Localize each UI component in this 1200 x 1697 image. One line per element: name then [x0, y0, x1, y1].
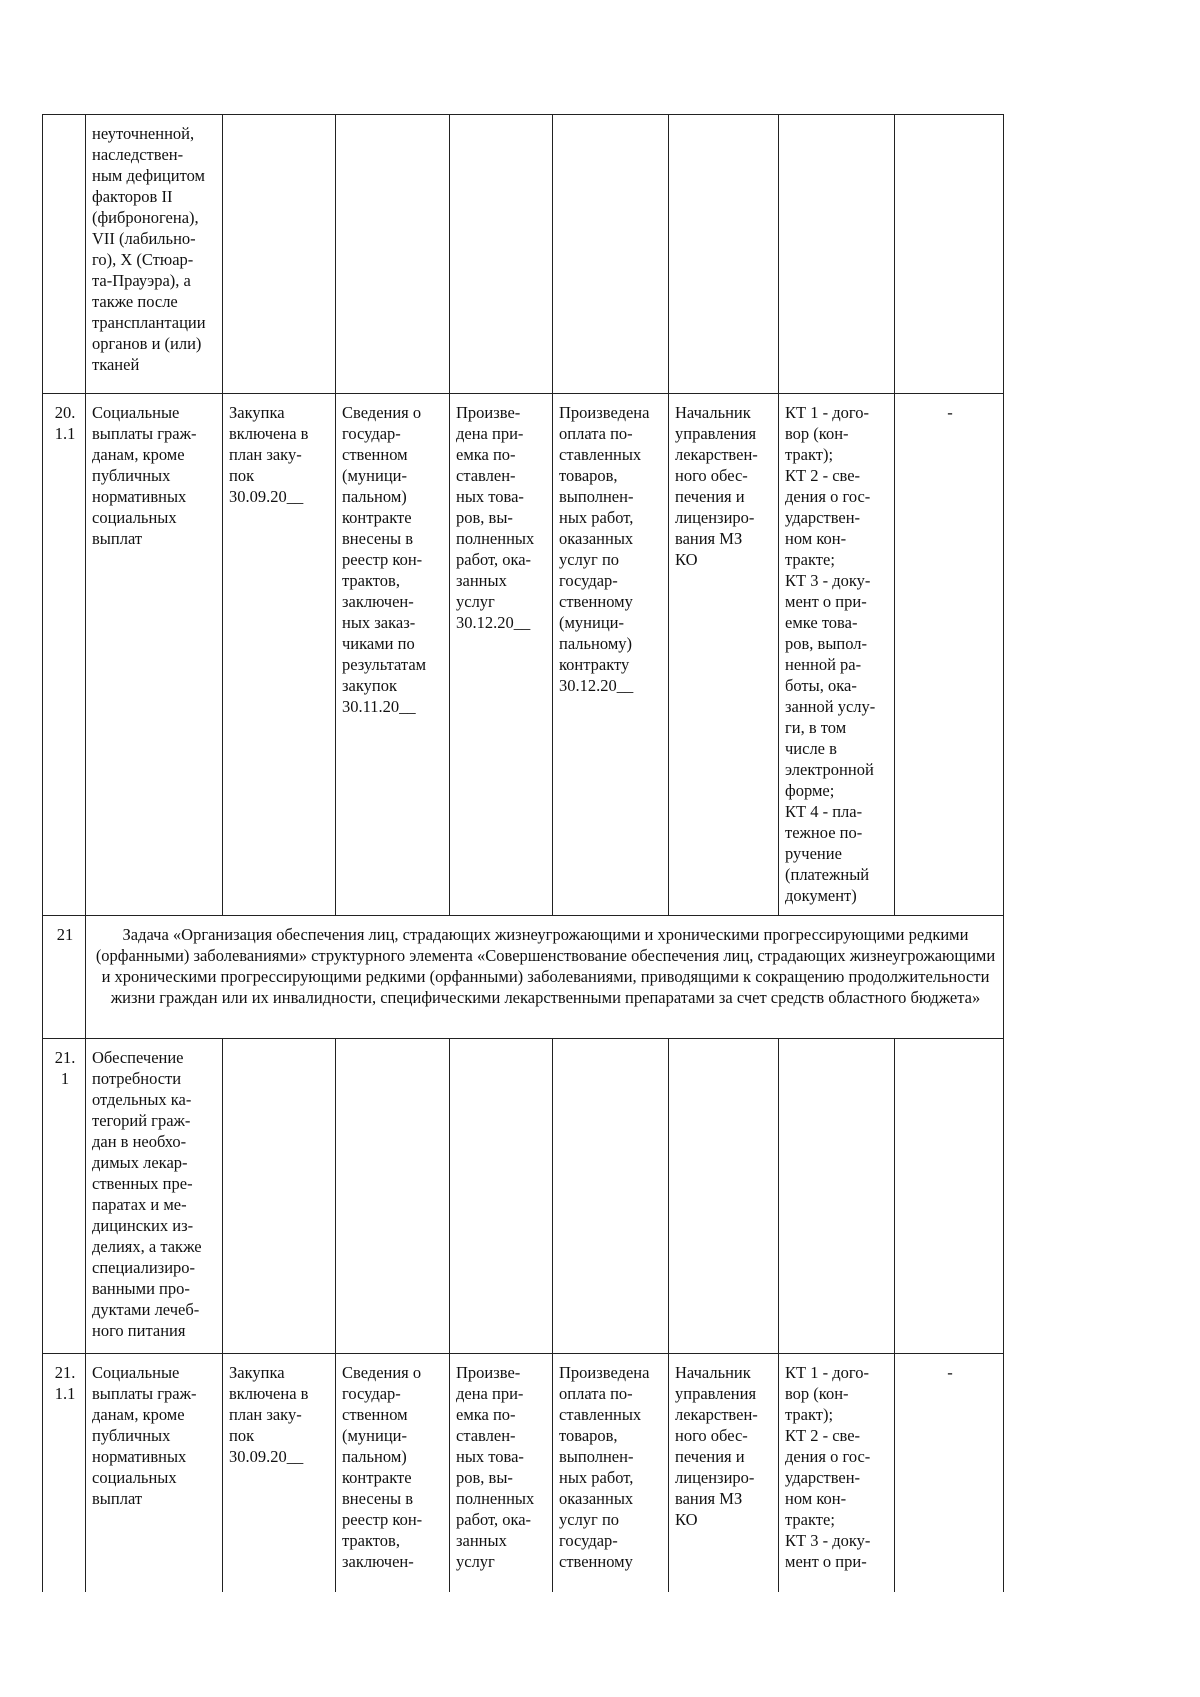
table-row [43, 394, 1004, 916]
responsible-cell: Начальник управления лекарствен- ного обес- печения и лицензиро- вания МЗ КО [669, 394, 779, 916]
row-number-cell: 21 [43, 916, 86, 1039]
page-bottom-margin [42, 1592, 1004, 1600]
table-row [43, 115, 1004, 394]
empty-cell [336, 1039, 450, 1354]
row-number-cell [43, 115, 86, 394]
payment-cell: Произведена оплата по- ставленных товаров, выполнен- ных работ, оказанных услуг по государ- ственному (муници- пальному) контракту 30.12.20__ [553, 394, 669, 916]
responsible-cell: Начальник управления лекарствен- ного обес- печения и лицензиро- вания МЗ КО [669, 1354, 779, 1593]
note-cell: - [895, 394, 1004, 916]
empty-cell [223, 1039, 336, 1354]
acceptance-cell: Произве- дена при- емка по- ставлен- ных това- ров, вы- полненных работ, ока- занных услуг 30.12.20__ [450, 394, 553, 916]
control-points-table [42, 114, 1004, 1592]
table-row [43, 1039, 1004, 1354]
item-name-cell: Социальные выплаты граж- данам, кроме публичных нормативных социальных выплат [86, 1354, 223, 1593]
empty-cell [779, 115, 895, 394]
row-number-cell: 21. 1.1 [43, 1354, 86, 1593]
payment-cell: Произведена оплата по- ставленных товаров, выполнен- ных работ, оказанных услуг по государ- ственному [553, 1354, 669, 1593]
note-cell: - [895, 1354, 1004, 1593]
row-number-cell: 21. 1 [43, 1039, 86, 1354]
empty-cell [669, 115, 779, 394]
item-name-cell: Социальные выплаты граж- данам, кроме публичных нормативных социальных выплат [86, 394, 223, 916]
table-row [43, 1354, 1004, 1593]
control-points-cell: КТ 1 - дого- вор (кон- тракт); КТ 2 - све- дения о гос- ударствен- ном кон- тракте; КТ 3 - доку- мент о при- емке това- ров, выпол- ненной ра- боты, ока- занной услу- ги, в том числе в электронной форме; КТ 4 - пла- тежное по- ручение (платежный документ) [779, 394, 895, 916]
empty-cell [553, 1039, 669, 1354]
task-title-cell: Задача «Организация обеспечения лиц, страдающих жизнеугрожающими и хроническими прогрессирующими редкими (орфанными) заболеваниями» структурного элемента «Совершенствование обеспечения лиц, страдающих жизнеугрожающими и хроническими прогрессирующими редкими (орфанными) заболеваниями, приводящими к сокращению продолжительности жизни граждан или их инвалидности, специфическими лекарственными препаратами за счет средств областного бюджета» [86, 916, 1004, 1039]
empty-cell [450, 115, 553, 394]
empty-cell [779, 1039, 895, 1354]
item-name-cell: неуточненной, наследствен- ным дефицитом факторов II (фиброногена), VII (лабильно- го), X (Стюар- та-Прауэра), а также после трансплантации органов и (или) тканей [86, 115, 223, 394]
empty-cell [336, 115, 450, 394]
procurement-plan-cell: Закупка включена в план заку- пок 30.09.20__ [223, 394, 336, 916]
empty-cell [553, 115, 669, 394]
contract-registry-cell: Сведения о государ- ственном (муници- пальном) контракте внесены в реестр кон- трактов, заключен- [336, 1354, 450, 1593]
empty-cell [223, 115, 336, 394]
table-row [43, 916, 1004, 1039]
item-name-cell: Обеспечение потребности отдельных ка- тегорий граж- дан в необхо- димых лекар- ственных пре- паратах и ме- дицинских из- делиях, а также специализиро- ванными про- дуктами лечеб- ного питания [86, 1039, 223, 1354]
empty-cell [895, 1039, 1004, 1354]
empty-cell [450, 1039, 553, 1354]
empty-cell [895, 115, 1004, 394]
contract-registry-cell: Сведения о государ- ственном (муници- пальном) контракте внесены в реестр кон- трактов, заключен- ных заказ- чиками по результатам закупок 30.11.20__ [336, 394, 450, 916]
procurement-plan-cell: Закупка включена в план заку- пок 30.09.20__ [223, 1354, 336, 1593]
control-points-cell: КТ 1 - дого- вор (кон- тракт); КТ 2 - све- дения о гос- ударствен- ном кон- тракте; КТ 3 - доку- мент о при- [779, 1354, 895, 1593]
acceptance-cell: Произве- дена при- емка по- ставлен- ных това- ров, вы- полненных работ, ока- занных услуг [450, 1354, 553, 1593]
row-number-cell: 20. 1.1 [43, 394, 86, 916]
empty-cell [669, 1039, 779, 1354]
